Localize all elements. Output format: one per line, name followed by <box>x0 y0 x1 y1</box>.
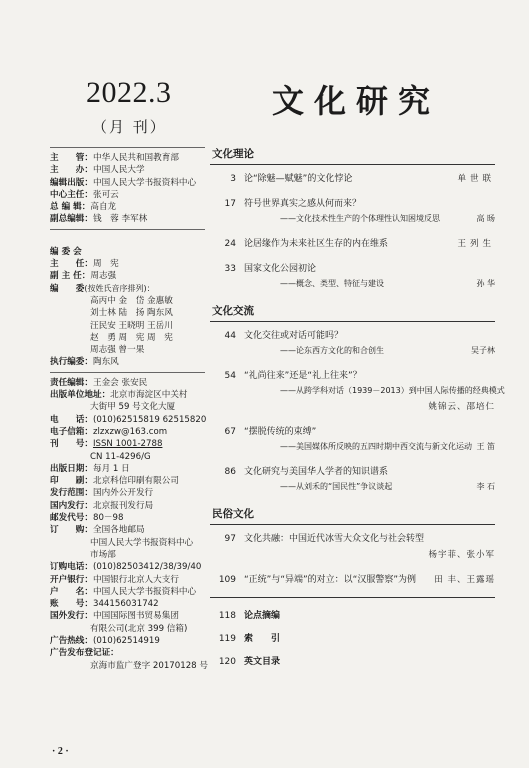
table-of-contents <box>210 144 505 677</box>
pub-row: 账 号： 344156031742 <box>50 599 159 610</box>
toc-entry[interactable]: 97 文化共融：中国近代冰雪大众文化与社会转型 杨宇菲、张小军 <box>224 534 495 560</box>
toc-entry[interactable]: 86 文化研究与美国华人学者的知识谱系 ——从刘禾的“国民性”争议谈起 李 石 <box>224 467 495 491</box>
pub-row-cont: 中国人民大学书报资料中心 <box>90 537 194 548</box>
pub-row-cont: 有限公司(北京 399 信箱) <box>90 623 188 634</box>
toc-entry[interactable]: 118 论点摘编 <box>218 611 281 621</box>
issue-year: 2022.3 <box>86 76 172 109</box>
pub-row: 订 购： 全国各地邮局 <box>50 525 145 536</box>
pub-row: 印 刷： 北京科信印刷有限公司 <box>50 476 179 487</box>
pub-row: 刊 号： ISSN 1001-2788 <box>50 439 163 450</box>
committee-member-line: 刘士林 陆 扬 陶东风 <box>90 308 173 319</box>
back-matter-list <box>210 597 495 667</box>
masthead-row: 中心主任： 张可云 <box>50 189 119 200</box>
committee-heading: 编 委 会 <box>50 246 82 257</box>
section-heading: 民俗文化 <box>210 504 495 525</box>
committee-member-line: 周志强 曾一果 <box>90 345 145 356</box>
pub-row: 出版单位地址： 北京市海淀区中关村 <box>50 390 188 401</box>
pub-row: 电 话： (010)62515819 62515820 <box>50 414 207 425</box>
journal-title: 文化研究 <box>272 82 441 120</box>
divider <box>50 147 205 148</box>
pub-row: 广告热线： (010)62514919 <box>50 635 160 646</box>
toc-entry[interactable]: 17 符号世界真实之感从何而来？ ——文化技术性生产的个体理性认知困境反思 高 旸 <box>224 199 495 223</box>
page-number: · 2 · <box>52 746 69 757</box>
committee-member-line: 赵 勇 周 宪 周 宪 <box>90 332 173 343</box>
pub-row: 电子信箱： zlzxzw@163.com <box>50 426 168 437</box>
committee-member-line: 高丙中 金 岱 金惠敏 <box>90 295 173 306</box>
toc-entry[interactable]: 120 英文目录 <box>218 657 281 667</box>
masthead <box>50 144 208 672</box>
committee-member-line: 汪民安 王晓明 王岳川 <box>90 320 173 331</box>
committee-members-label: 编 委 (按姓氏音序排列)： <box>50 283 155 294</box>
masthead-row: 总 编 辑： 高自龙 <box>50 202 117 213</box>
divider <box>50 372 205 373</box>
committee-director: 主 任： 周 宪 <box>50 259 119 270</box>
pub-row-cont: 京海市监广登字 20170128 号 <box>90 660 208 671</box>
pub-row-cont: 大街甲 59 号文化大厦 <box>90 402 176 413</box>
toc-entry[interactable]: 33 国家文化公园初论 ——概念、类型、特征与建设 孙 华 <box>224 264 495 288</box>
masthead-row: 编辑出版： 中国人民大学书报资料中心 <box>50 177 197 188</box>
pub-row-cont: 市场部 <box>90 549 116 560</box>
pub-row-cont: CN 11-4296/G <box>90 451 151 462</box>
pub-row: 责任编辑： 王金会 张安民 <box>50 377 148 388</box>
pub-row: 国内发行： 北京报刊发行局 <box>50 500 154 511</box>
toc-entry[interactable]: 44 文化交往或对话可能吗？ ——论东西方文化的和合创生 吴子林 <box>224 331 495 355</box>
pub-row: 邮发代号： 80－98 <box>50 513 124 524</box>
toc-entry[interactable]: 119 索 引 <box>218 634 281 644</box>
pub-row: 出版日期： 每月 1 日 <box>50 463 130 474</box>
toc-entry[interactable]: 3 论“除魅—赋魅”的文化悖论 单世联 <box>230 174 495 184</box>
toc-entry[interactable]: 109 “正统”与“异端”的对立：以“汉服警察”为例 田 丰、王露瑶 <box>218 575 495 585</box>
section-heading: 文化交流 <box>210 301 495 322</box>
toc-entry[interactable]: 67 “摆脱传统的束缚” ——美国媒体所反映的五四时期中西交流与新文化运动 王 笛 <box>224 427 495 451</box>
masthead-row: 副总编辑： 钱 蓉 李军林 <box>50 214 148 225</box>
masthead-row: 主 管： 中华人民共和国教育部 <box>50 153 179 163</box>
masthead-row: 主 办： 中国人民大学 <box>50 165 145 176</box>
pub-row: 发行范围： 国内外公开发行 <box>50 488 154 499</box>
divider <box>50 229 205 230</box>
committee-exec: 执行编委： 陶东风 <box>50 357 119 368</box>
pub-row: 广告发布登记证： <box>50 648 119 659</box>
committee-vice: 副 主 任： 周志强 <box>50 271 117 282</box>
toc-entry[interactable]: 24 论居缘作为未来社区生存的内在维系 王列生 <box>224 239 495 249</box>
issue-frequency: （月 刊） <box>92 118 167 136</box>
pub-row: 开户银行： 中国银行北京人大支行 <box>50 574 179 585</box>
section-heading: 文化理论 <box>210 144 495 165</box>
toc-entry[interactable]: 54 “礼尚往来”还是“礼上往来”？ ——从跨学科对话（1939－2013）到中国人际传播的经典模式 姚锦云、邵培仁 <box>224 371 505 412</box>
pub-row: 订购电话： (010)82503412/38/39/40 <box>50 562 202 573</box>
pub-row: 户 名： 中国人民大学书报资料中心 <box>50 586 197 597</box>
pub-row: 国外发行： 中国国际图书贸易集团 <box>50 611 179 622</box>
